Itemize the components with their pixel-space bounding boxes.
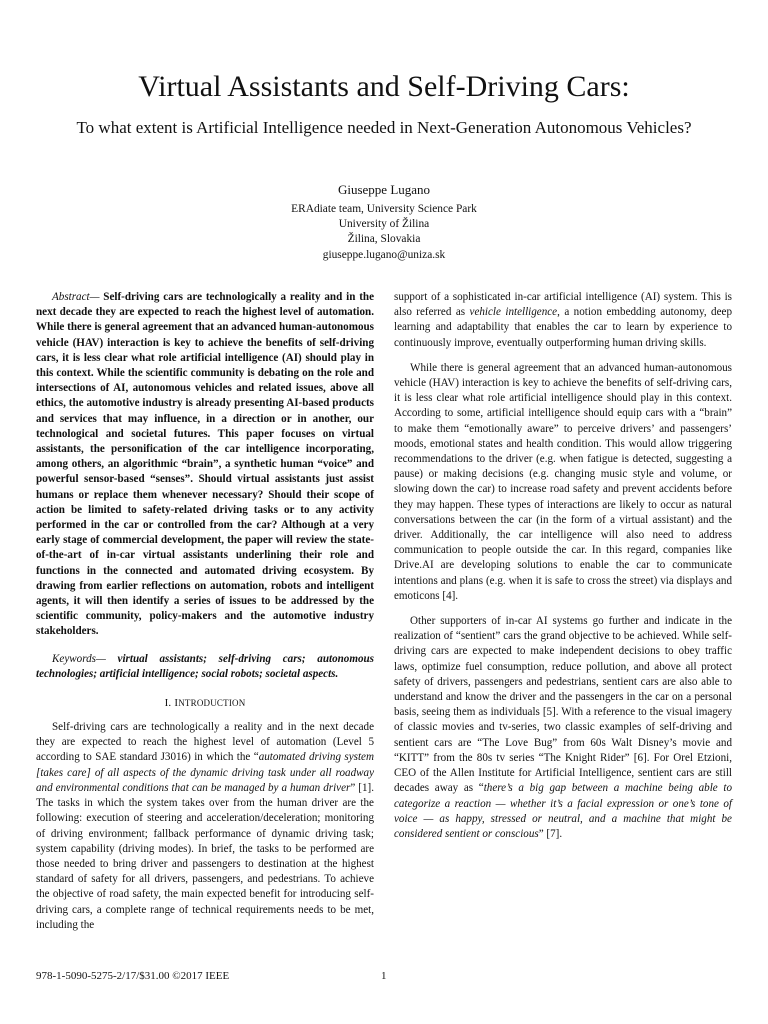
right-column [394, 290, 732, 842]
paper-subtitle: To what extent is Artificial Intelligence needed in Next-Generation Autonomous Vehicles? [76, 118, 692, 137]
section-initial: I [174, 697, 179, 710]
section-heading-introduction [36, 696, 374, 711]
author-block [0, 181, 768, 263]
left-column [36, 290, 374, 933]
keywords [36, 652, 374, 682]
keywords-lead: Keywords— [52, 652, 106, 665]
page-number: 1 [381, 970, 387, 982]
para-quote: there’s a big gap between a machine being able to categorize a reaction — whether it’s a facial expression or one’s tone of voice — as happy, stressed or neutral, and a machine that might be considered sentient or conscious [394, 782, 733, 840]
intro-paragraph [36, 720, 374, 933]
para-text-cont: , a notion embedding autonomy, deep learning and adaptability that enables the car to learn by experience to continuously improve, eventually outperforming human driving skills. [394, 306, 732, 349]
abstract-text: Self-driving cars are technologically a reality and in the next decade they are expected to reach the highest level of automation. While there is general agreement that an advanced human-autonomous vehicle (HAV) interaction is key to achieve the benefits of self-driving cars, it is less clear what role artificial intelligence (AI) should play in this context. While the scientific community is debating on the role and intersections of AI, autonomous vehicles and related issues, above all ethics, the automotive industry is already presenting AI-based products and services that may influence, in a direction or in another, our technological and societal futures. This paper focuses on virtual assistants, the personification of the car intelligence incorporating, among others, an algorithmic “brain”, a synthetic human “voice” and powerful sensor-based “senses”. Should virtual assistants just assist humans or replace them whenever necessary? Should their scope of action be limited to safety-related driving tasks or to any activity performed in the car or controlled from the car? Although at a very early stage of commercial development, the paper will review the state-of-the-art of in-car virtual assistants underlining their role and functions in the connected and automated driving ecosystem. By drawing from earlier reflections on automation, robots and intelligent agents, it will then identify a series of issues to be addressed by the scientific community, policy-makers and the automotive industry stakeholders. [36, 291, 374, 638]
intro-text-cont: ” [1]. The tasks in which the system takes over from the human driver are the following: execution of steering and acceleration/deceleration; monitoring of driving environment; fallback performance of dynamic driving task; system capability (driving modes). In brief, the tasks to be performed are those needed to bring driver and passengers to destination at the highest standard of safety for all drivers, passengers, and pedestrians. To achieve the objective of road safety, the main expected benefit for introducing self-driving cars, a complete range of technical requirements needs to be met, including the [36, 781, 374, 931]
affiliation-line: University of Žilina [338, 218, 430, 231]
abstract [36, 290, 374, 640]
section-title-rest: NTRODUCTION [178, 698, 246, 709]
para-text: Other supporters of in-car AI systems go further and indicate in the realization of “sentient” cars the grand objective to be achieved. While self-driving cars are expected to make independent decisions to obey traffic laws, optimize fuel consumption, reduce pollution, and above all protect safety of drivers, passengers and pedestrians, sentient cars are also able to understand and know the driver and the passengers in the car on a personal basis, seeing them as individuals [5]. With a reference to the visual imagery of classic movies and tv-series, two classic examples of self-driving and sentient cars are “The Love Bug” from 60s Walt Disney’s movie and “KITT” from the 80s tv series “The Knight Rider” [6]. For Orel Etzioni, CEO of the Allen Institute for Artificial Intelligence, sentient cars are still decades away as “ [394, 615, 732, 795]
body-paragraph [394, 614, 732, 842]
intro-text: Self-driving cars are technologically a reality and in the next decade they are expected to reach the highest level of automation (Level 5 according to SAE standard J3016) in which the “ [36, 721, 374, 764]
intro-quote: automated driving system [takes care] of all aspects of the dynamic driving task under all roadway and environmental conditions that can be managed by a human driver [36, 751, 374, 794]
keywords-text: virtual assistants; self-driving cars; autonomous technologies; artificial intelligence; social robots; societal aspects. [36, 652, 374, 680]
paper-title: Virtual Assistants and Self-Driving Cars: [138, 70, 630, 103]
body-paragraph: While there is general agreement that an advanced human-autonomous vehicle (HAV) interaction is key to achieve the benefits of self-driving cars, it is less clear what role artificial intelligence should play in this context. According to some, artificial intelligence should equip cars with a “brain” to make them “emotionally aware” to perceive drivers’ and passengers’ moods, emotional states and health condition. This would allow triggering recommendations to the driver (e.g. when fatigue is detected, suggesting a pause) or making decisions (e.g. changing music style and volume, or slowing down the car) to increase road safety and prevent accidents before they may happen. These types of interactions are likely to occur as natural conversations between the car (in the form of a virtual assistant) and the driver. Additionally, the car intelligence will also need to address communication to people outside the car. In this regard, companies like Drive.AI are developing solutions to enable the car to communicate intentions and plans (e.g. when it is safe to cross the street) via displays and emoticons [4]. [394, 361, 732, 602]
para-text: support of a sophisticated in-car artificial intelligence (AI) system. This is also referred as [394, 291, 732, 319]
author-email: giuseppe.lugano@uniza.sk [322, 248, 446, 261]
author-name: Giuseppe Lugano [337, 182, 431, 197]
affiliation-line: ERAdiate team, University Science Park [291, 203, 477, 215]
section-number: I. [164, 697, 172, 710]
para-emphasis: vehicle intelligence [469, 306, 558, 319]
affiliation-line: Žilina, Slovakia [347, 233, 421, 246]
body-paragraph [394, 290, 732, 351]
abstract-lead: Abstract— [52, 291, 100, 303]
footer-isbn: 978-1-5090-5275-2/17/$31.00 ©2017 IEEE [36, 970, 230, 982]
para-text-cont: ” [7]. [538, 827, 563, 840]
